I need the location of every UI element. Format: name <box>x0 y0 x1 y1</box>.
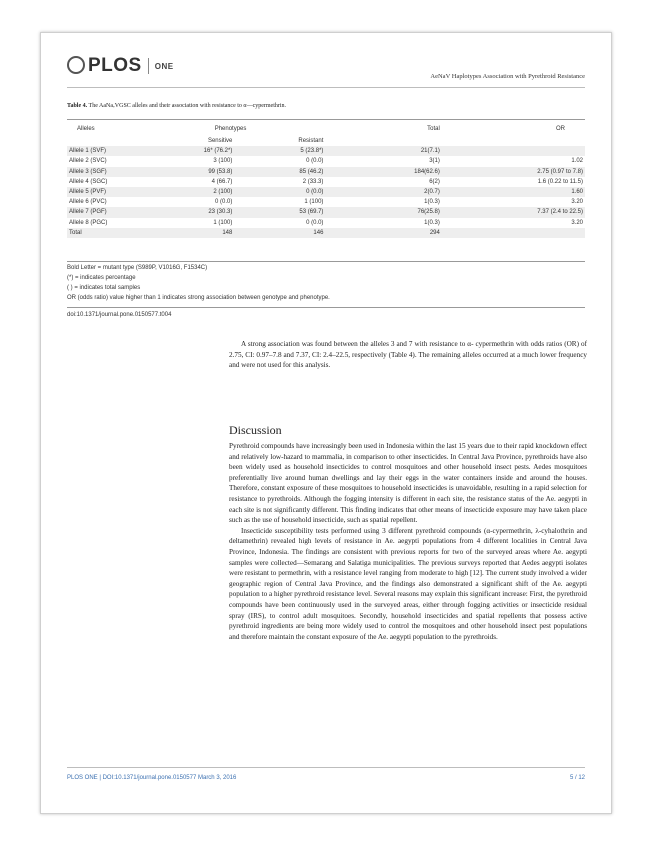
discussion-paragraph: Pyrethroid compounds have increasingly been used in Indonesia within the last 15 years due to their rapid knockdown effect and relatively low-hazard to mammalia, in comparison to other insecticides. In Central Java Province, pyrethroids have also been widely used as household insecticides to control mosquitoes and other household insect pests. Aedes mosquitoes preferentially live around human dwellings and lay their eggs in the water containers inside and around the houses. Therefore, constant exposure of these mosquitoes to household insecticides is unavoidable, resulting in a rapid selection for resistance to pyrethroids. Although the fogging intensity is different in each site, the resistance status of the Ae. aegypti in each site is not significantly different. This finding indicates that other means of insecticide exposure may have taken place such as the use of household insecticide, such as spatial repellent. <box>229 442 587 525</box>
logo-text: PLOS <box>88 55 142 76</box>
table-cell-sensitive: 23 (30.3) <box>136 207 253 217</box>
col-alleles: Alleles <box>77 125 95 132</box>
plos-one-logo <box>67 55 174 77</box>
table-cell-or: 2.75 (0.97 to 7.8) <box>442 167 585 177</box>
table-cell-total: 2(0.7) <box>325 187 441 197</box>
table-footnote: (*) = indicates percentage <box>67 275 136 281</box>
table-caption-label: Table 4. <box>67 103 88 109</box>
table-footnote: ( ) = indicates total samples <box>67 285 141 291</box>
footer-citation: PLOS ONE | DOI:10.1371/journal.pone.0150577 March 3, 2016 <box>67 775 237 781</box>
table-cell-sensitive: 0 (0.0) <box>214 199 233 206</box>
table-top-rule <box>67 119 585 120</box>
paragraph-text: A strong association was found between the alleles 3 and 7 with resistance to α- cypermethrin with odds ratios (OR) of 2.75, CI: 0.97–7.8 and 7.37, CI: 2.4–22.5, respectively (Table 4). The remaining alleles occurred at a much lower frequency and were not used for this analysis. <box>229 340 587 370</box>
table-cell-or <box>442 146 585 156</box>
table-cell-total: 1(0.3) <box>424 199 440 206</box>
table-cell-allele: Allele 5 (PVF) <box>67 187 136 197</box>
header-rule <box>67 87 585 88</box>
table-row <box>67 146 585 156</box>
col-sensitive: Sensitive <box>207 138 233 145</box>
table-cell-resistant: 0 (0.0) <box>252 187 325 197</box>
page-number: 5 / 12 <box>569 775 585 781</box>
table-row <box>67 177 585 187</box>
table-cell-allele: Allele 3 (SGF) <box>67 167 136 177</box>
table-cell-or: 3.20 <box>571 199 583 206</box>
table-cell-resistant: 53 (69.7) <box>252 207 325 217</box>
table-header-row <box>67 121 585 136</box>
table-cell-or <box>442 228 585 238</box>
col-or: OR <box>556 125 565 132</box>
table-cell-sensitive: 1 (100) <box>213 219 233 226</box>
table-footnote: OR (odds ratio) value higher than 1 indicates strong association between genotype and phenotype. <box>67 295 330 301</box>
allele-table <box>67 121 585 238</box>
running-title: AeNaV Haplotypes Association with Pyrethroid Resistance <box>430 73 585 80</box>
table-cell-or: 1.02 <box>571 158 583 165</box>
table-subheader-row <box>67 136 585 146</box>
table-cell-allele: Total <box>67 228 136 238</box>
col-total: Total <box>427 125 440 132</box>
table-cell-or: 1.6 (0.22 to 11.5) <box>537 178 583 185</box>
plos-logo-icon <box>67 56 85 74</box>
table-cell-allele: Allele 2 (SVC) <box>69 158 107 165</box>
footnote-rule <box>67 307 585 308</box>
table-cell-allele: Allele 8 (PGC) <box>69 219 108 226</box>
table-cell-sensitive: 2 (100) <box>136 187 253 197</box>
intro-paragraph <box>229 339 587 371</box>
section-title: Discussion <box>229 423 282 437</box>
table-cell-resistant: 0 (0.0) <box>306 158 324 165</box>
logo-divider <box>148 58 149 74</box>
table-cell-total: 21(7.1) <box>325 146 441 156</box>
table-bottom-rule <box>67 261 585 262</box>
table-cell-allele: Allele 7 (PGF) <box>67 207 136 217</box>
discussion-paragraph: Insecticide susceptibility tests performed using 3 different pyrethroid compounds (α-cypermethrin, λ-cyhalothrin and deltamethrin) revealed high levels of resistance in Ae. aegypti populations from 4 different localities in Central Java Province, Indonesia. The findings are consistent with previous reports for two of the surveyed areas where Ae. aegypti samples were collected—Semarang and Salatiga municipalities. The previous surveys reported that Aedes aegypti isolates were resistant to permethrin, with a resistance level ranging from moderate to high [12]. The current study involved a wider geographic region of Central Java Province, and the findings also demonstrated a significant shift of the Ae. aegypti population to a higher pyrethroid resistance level. Several reasons may explain this significant increase: First, the pyrethroid compounds have been continuously used in the surveyed areas, either through fogging activities or insecticide residual spray (IRS), to control adult mosquitoes. Secondly, household insecticides and spatial repellents that possess active pyrethroid ingredients are being more widely used to control the mosquitoes and other household insect pest populations and therefore maintain the constant exposure of the Ae. aegypti population to the pyrethroids. <box>229 526 587 641</box>
table-cell-sensitive: 99 (53.8) <box>136 167 253 177</box>
table-cell-resistant: 1 (100) <box>304 199 324 206</box>
table-row <box>67 187 585 197</box>
document-page <box>40 32 612 814</box>
discussion-body <box>229 441 587 642</box>
table-cell-or: 1.60 <box>442 187 585 197</box>
table-footnote: Bold Letter = mutant type (S989P, V1016G, F1534C) <box>67 265 208 271</box>
table-row <box>67 207 585 217</box>
table-cell-sensitive: 4 (66.7) <box>211 178 233 185</box>
table-row <box>67 228 585 238</box>
table-cell-total: 184(62.6) <box>325 167 441 177</box>
table-caption-text: The AaNaᵥVGSC alleles and their association with resistance to α—cypermethrin. <box>88 103 287 109</box>
table-cell-resistant: 2 (33.3) <box>302 178 324 185</box>
table-cell-sensitive: 16* (76.2*) <box>136 146 253 156</box>
table-caption <box>67 103 286 109</box>
table-cell-total: 6(2) <box>429 178 440 185</box>
col-resistant: Resistant <box>298 138 324 145</box>
table-cell-resistant: 5 (23.8*) <box>252 146 325 156</box>
table-row <box>67 197 585 207</box>
table-cell-sensitive: 3 (100) <box>213 158 233 165</box>
table-row <box>67 218 585 228</box>
table-cell-total: 1(0.3) <box>424 219 440 226</box>
footer-rule <box>67 767 585 768</box>
table-cell-total: 3(1) <box>429 158 440 165</box>
table-cell-sensitive: 148 <box>136 228 253 238</box>
table-cell-or: 3.20 <box>571 219 583 226</box>
table-cell-or: 7.37 (2.4 to 22.5) <box>442 207 585 217</box>
table-cell-total: 76(25.8) <box>325 207 441 217</box>
table-cell-allele: Allele 1 (SVF) <box>67 146 136 156</box>
table-cell-total: 294 <box>325 228 441 238</box>
col-phenotypes: Phenotypes <box>214 125 247 132</box>
table-cell-allele: Allele 4 (SGC) <box>69 178 108 185</box>
table-row <box>67 167 585 177</box>
table-cell-resistant: 0 (0.0) <box>306 219 324 226</box>
table-cell-allele: Allele 6 (PVC) <box>69 199 107 206</box>
table-row <box>67 156 585 166</box>
logo-suffix: ONE <box>154 61 174 71</box>
table-doi: doi:10.1371/journal.pone.0150577.t004 <box>67 312 172 318</box>
table-cell-resistant: 146 <box>252 228 325 238</box>
table-cell-resistant: 85 (46.2) <box>252 167 325 177</box>
